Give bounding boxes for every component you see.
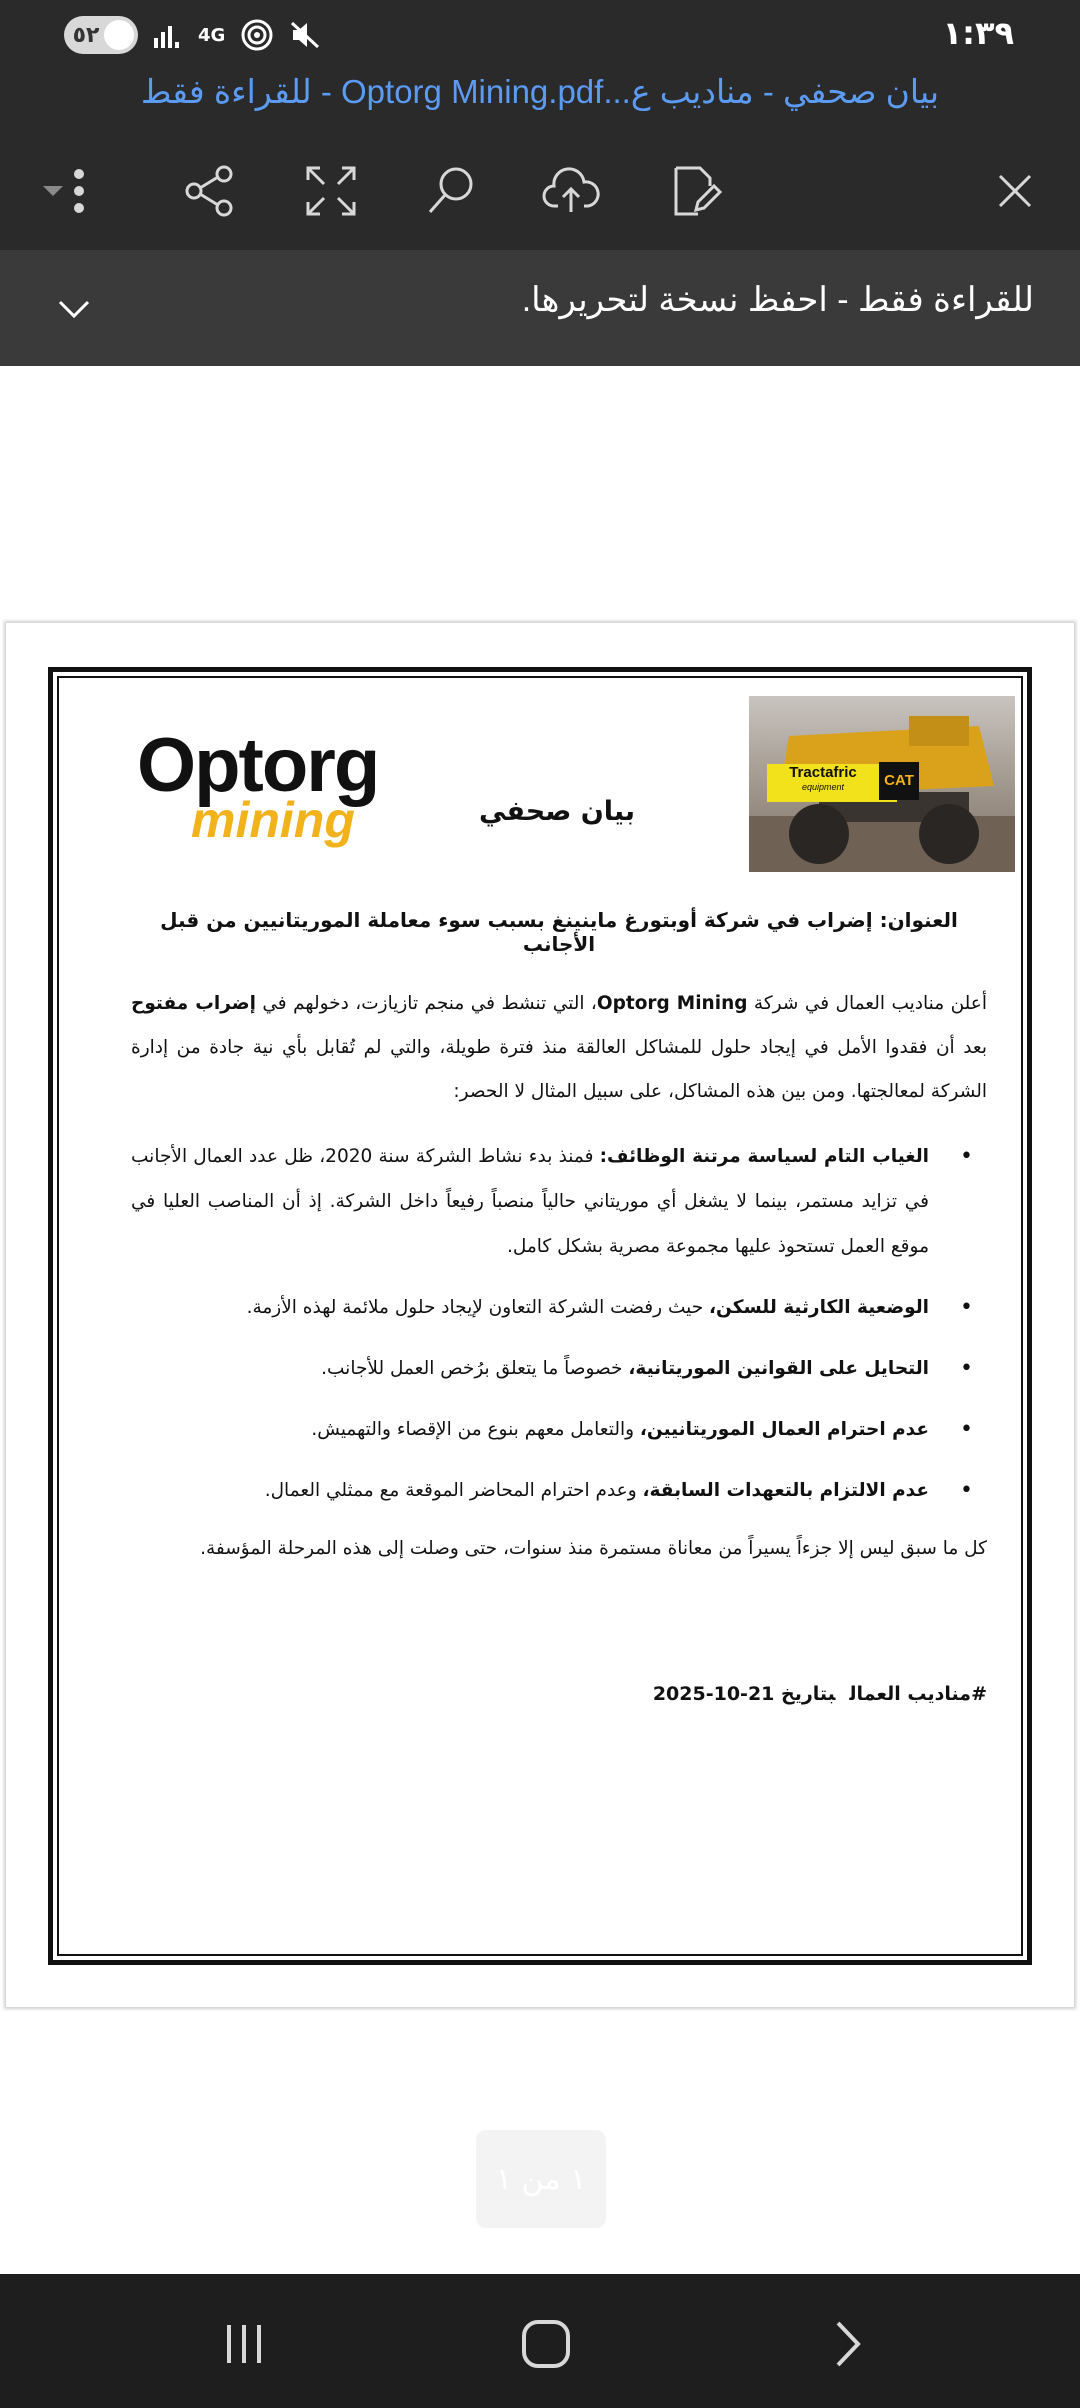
pdf-page: [6, 623, 1074, 2007]
dropdown-icon: [43, 184, 63, 198]
fullscreen-button[interactable]: [298, 158, 364, 224]
issues-list: [131, 1134, 987, 1513]
navigation-bar: [0, 2274, 1080, 2408]
back-icon: [828, 2317, 868, 2371]
intro-paragraph: أعلن مناديب العمال في شركة Optorg Mining، التي تنشط في منجم تازيازت، دخولهم في إضراب مفتوح بعد أن فقدوا الأمل في إيجاد حلول للمشاكل العالقة منذ فترة طويلة، والتي لم تُقابل بأي نية جادة من إدارة الشركة لمعالجتها. ومن بين هذه المشاكل، على سبيل المثال لا الحصر:: [131, 993, 987, 1102]
fullscreen-icon: [304, 164, 358, 218]
status-bar: [0, 0, 1080, 66]
battery-indicator: ٥٢: [64, 16, 138, 54]
recent-apps-icon: [219, 2319, 269, 2369]
tractafric-badge: Tractafric equipment: [789, 764, 857, 792]
hotspot-icon: [241, 19, 273, 51]
share-button[interactable]: [176, 158, 242, 224]
page-border: [48, 667, 1032, 1965]
network-type: 4G: [198, 24, 226, 46]
document-viewer[interactable]: [0, 366, 1080, 2274]
edit-button[interactable]: [662, 158, 728, 224]
document-body: [131, 908, 987, 1571]
optorg-logo: Optorg mining: [137, 723, 379, 848]
date: بتاريخ 21-10-2025: [652, 1683, 836, 1705]
chevron-down-icon[interactable]: [54, 290, 94, 330]
close-icon: [997, 173, 1033, 209]
toolbar: [0, 132, 1080, 250]
page-indicator: ١ من ١: [476, 2130, 606, 2228]
signal-icon: [152, 20, 182, 50]
search-icon: [424, 164, 478, 218]
more-options-button[interactable]: [24, 158, 104, 224]
signature: #مناديب العمال: [849, 1683, 987, 1705]
share-icon: [182, 164, 236, 218]
mute-icon: [289, 19, 321, 51]
home-icon: [519, 2317, 573, 2371]
list-item: • التحايل على القوانين الموريتانية، خصوصاً ما يتعلق برُخص العمل للأجانب.: [131, 1346, 987, 1391]
press-release-title: بيان صحفي: [479, 796, 636, 827]
list-item: • عدم احترام العمال الموريتانيين، والتعامل معهم بنوع من الإقصاء والتهميش.: [131, 1407, 987, 1452]
cloud-upload-icon: [542, 166, 600, 216]
document-subject: العنوان: إضراب في شركة أوبتورغ ماينينغ بسبب سوء معاملة الموريتانيين من قبل الأجانب: [160, 908, 958, 956]
readonly-banner[interactable]: [0, 250, 1080, 366]
more-icon: [73, 166, 85, 216]
cat-badge: CAT: [884, 772, 914, 789]
search-button[interactable]: [418, 158, 484, 224]
upload-button[interactable]: [538, 158, 604, 224]
edit-icon: [668, 164, 722, 218]
signature-line: [131, 1683, 987, 1705]
clock: ١:٣٩: [942, 14, 1014, 52]
title-bar: [0, 66, 1080, 132]
list-item: • الغياب التام لسياسة مرتنة الوظائف: فمنذ بدء نشاط الشركة سنة 2020، ظل عدد العمال الأجانب في تزايد مستمر، بينما لا يشغل أي موريتاني حالياً منصباً رفيعاً داخل الشركة. إذ أن المناصب العليا في موقع العمل تستحوذ عليها مجموعة مصرية بشكل كامل.: [131, 1134, 987, 1269]
status-icons: [152, 16, 321, 54]
close-button[interactable]: [982, 158, 1048, 224]
list-item: • الوضعية الكارثية للسكن، حيث رفضت الشركة التعاون لإيجاد حلول ملائمة لهذه الأزمة.: [131, 1285, 987, 1330]
closing-paragraph: كل ما سبق ليس إلا جزءاً يسيراً من معاناة مستمرة منذ سنوات، حتى وصلت إلى هذه المرحلة المؤسفة.: [200, 1538, 987, 1559]
back-button[interactable]: [808, 2304, 888, 2384]
list-item: • عدم الالتزام بالتعهدات السابقة، وعدم احترام المحاضر الموقعة مع ممثلي العمال.: [131, 1468, 987, 1513]
document-title: بيان صحفي - مناديب ع...Optorg Mining.pdf - للقراءة فقط: [140, 73, 940, 110]
home-button[interactable]: [506, 2304, 586, 2384]
readonly-message: للقراءة فقط - احفظ نسخة لتحريرها.: [521, 281, 1034, 319]
truck-image: [749, 696, 1015, 872]
recent-apps-button[interactable]: [204, 2304, 284, 2384]
